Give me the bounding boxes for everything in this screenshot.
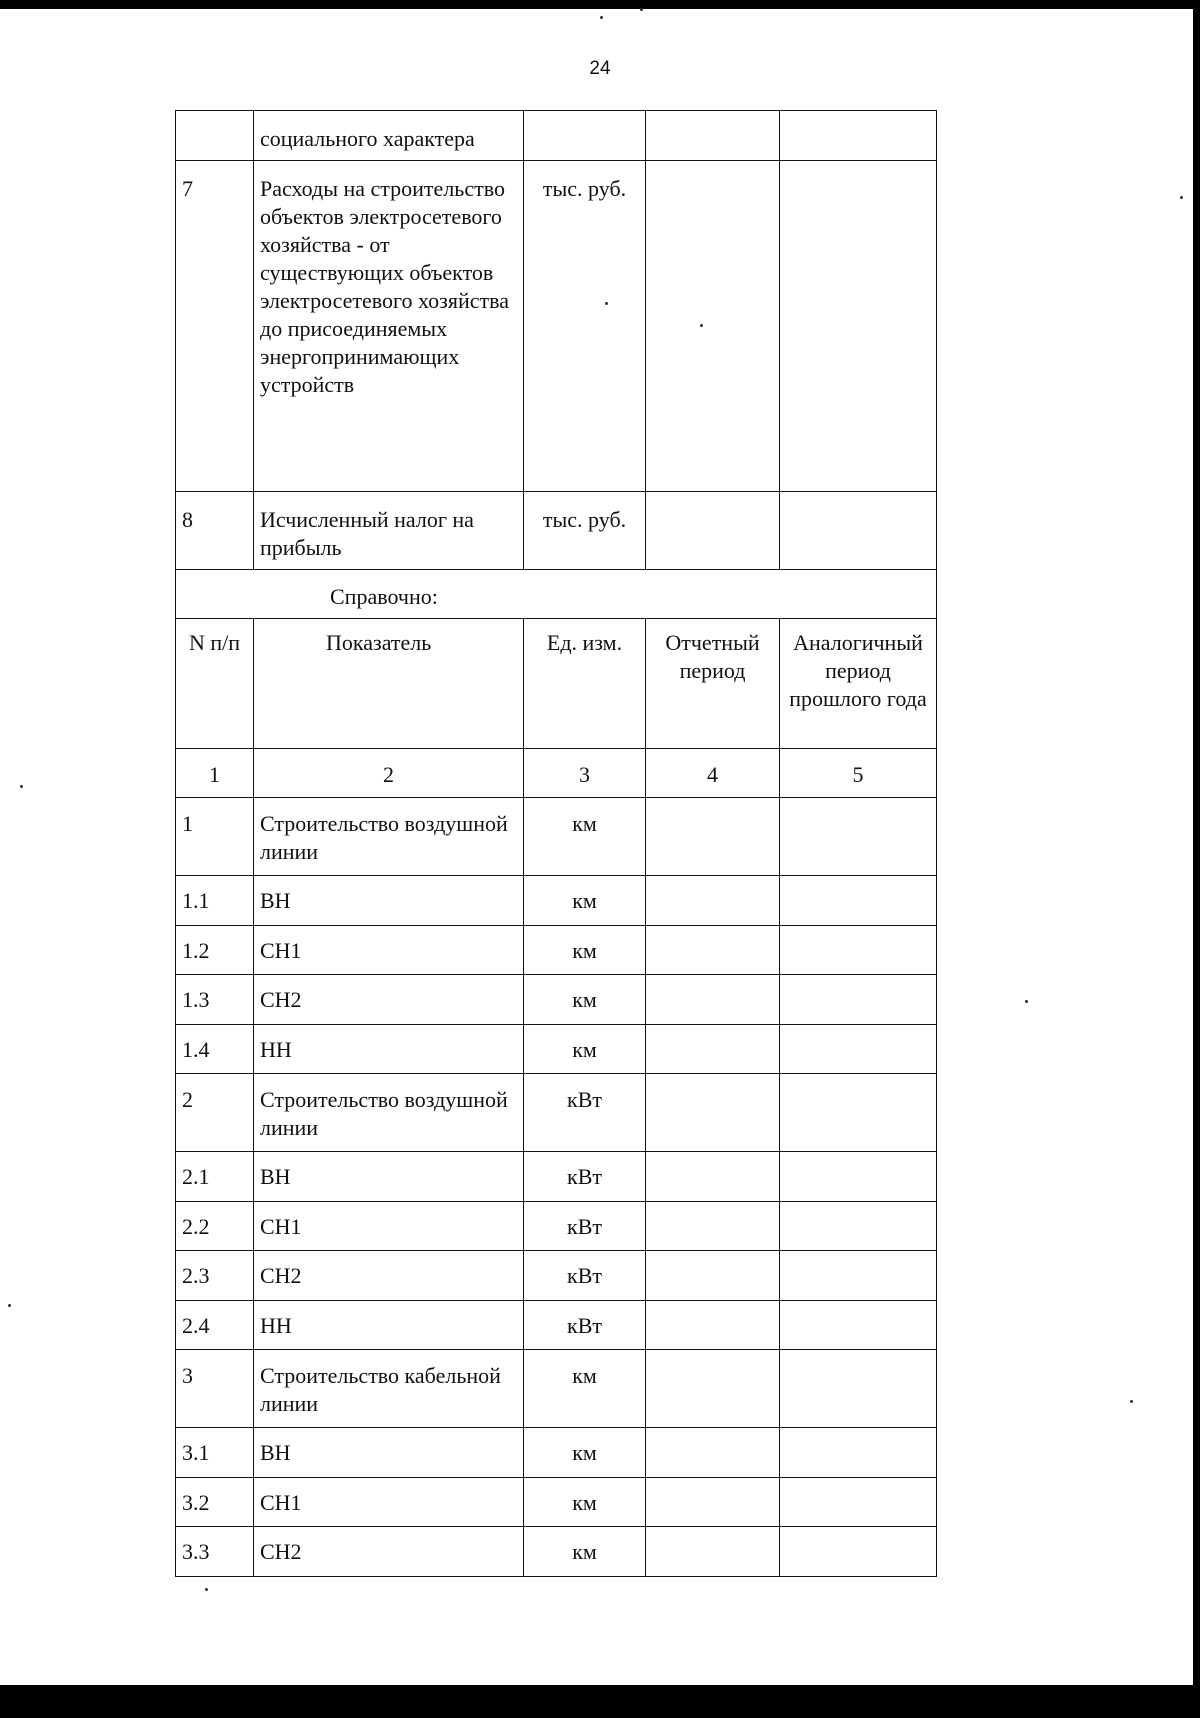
- unit-cell: тыс. руб.: [524, 161, 646, 492]
- row-number-cell: 3.3: [176, 1527, 254, 1577]
- scan-speck: [8, 1304, 11, 1307]
- header-unit: Ед. изм.: [524, 619, 646, 749]
- indicator-cell: ВН: [254, 1428, 524, 1478]
- indicator-cell: СН2: [254, 975, 524, 1025]
- unit-cell: кВт: [524, 1074, 646, 1152]
- unit-cell: кВт: [524, 1300, 646, 1350]
- reporting-period-cell: [646, 111, 780, 161]
- scan-speck: [20, 785, 23, 788]
- same-period-cell: [780, 925, 937, 975]
- reporting-period-cell: [646, 1300, 780, 1350]
- row-number-cell: 2.4: [176, 1300, 254, 1350]
- same-period-cell: [780, 1152, 937, 1202]
- reporting-period-cell: [646, 1152, 780, 1202]
- column-number: 2: [254, 749, 524, 798]
- column-number: 4: [646, 749, 780, 798]
- reporting-period-cell: [646, 1074, 780, 1152]
- reference-label: Справочно:: [330, 584, 438, 609]
- table-row: [176, 1201, 937, 1251]
- table-row: [176, 1251, 937, 1301]
- unit-cell: кВт: [524, 1201, 646, 1251]
- indicator-cell: Строительство кабельной линии: [254, 1350, 524, 1428]
- reference-cell: [176, 570, 937, 619]
- reporting-period-cell: [646, 1428, 780, 1478]
- indicator-cell: НН: [254, 1300, 524, 1350]
- table-row: [176, 925, 937, 975]
- same-period-cell: [780, 161, 937, 492]
- indicator-cell: НН: [254, 1024, 524, 1074]
- row-number-cell: 3.1: [176, 1428, 254, 1478]
- scan-speck: [640, 8, 643, 11]
- scan-speck: [700, 324, 703, 327]
- unit-cell: км: [524, 798, 646, 876]
- same-period-cell: [780, 1201, 937, 1251]
- row-number-cell: 1: [176, 798, 254, 876]
- unit-cell: кВт: [524, 1152, 646, 1202]
- indicator-cell: Расходы на строительство объектов электросетевого хозяйства - от существующих объектов электросетевого хозяйства до присоединяемых энергопринимающих устройств: [254, 161, 524, 492]
- unit-cell: км: [524, 1428, 646, 1478]
- indicators-table: [175, 110, 937, 1577]
- reference-row: [176, 570, 937, 619]
- table-row: [176, 1074, 937, 1152]
- indicator-cell: Исчисленный налог на прибыль: [254, 492, 524, 570]
- row-number-cell: 2.2: [176, 1201, 254, 1251]
- scan-border-right: [1193, 0, 1200, 1718]
- column-number: 3: [524, 749, 646, 798]
- indicator-cell: СН2: [254, 1251, 524, 1301]
- column-number: 1: [176, 749, 254, 798]
- table-header-row: [176, 619, 937, 749]
- row-number-cell: 2.1: [176, 1152, 254, 1202]
- indicator-cell: СН2: [254, 1527, 524, 1577]
- table-row: [176, 798, 937, 876]
- unit-cell: км: [524, 876, 646, 926]
- table-row: [176, 1428, 937, 1478]
- row-number-cell: 3.2: [176, 1477, 254, 1527]
- reporting-period-cell: [646, 876, 780, 926]
- indicator-cell: СН1: [254, 1477, 524, 1527]
- table-row: [176, 975, 937, 1025]
- unit-cell: тыс. руб.: [524, 492, 646, 570]
- same-period-cell: [780, 1350, 937, 1428]
- reporting-period-cell: [646, 1477, 780, 1527]
- same-period-cell: [780, 1024, 937, 1074]
- same-period-cell: [780, 876, 937, 926]
- table-row: [176, 1024, 937, 1074]
- indicator-cell: СН1: [254, 925, 524, 975]
- same-period-cell: [780, 798, 937, 876]
- reporting-period-cell: [646, 1251, 780, 1301]
- scan-speck: [1025, 1000, 1028, 1003]
- row-number-cell: 8: [176, 492, 254, 570]
- indicator-cell: Строительство воздушной линии: [254, 1074, 524, 1152]
- unit-cell: км: [524, 925, 646, 975]
- row-number-cell: 1.4: [176, 1024, 254, 1074]
- table-row: [176, 111, 937, 161]
- row-number-cell: 2: [176, 1074, 254, 1152]
- unit-cell: км: [524, 1527, 646, 1577]
- unit-cell: км: [524, 1024, 646, 1074]
- scan-speck: [600, 16, 603, 19]
- table-row: [176, 1300, 937, 1350]
- scan-speck: [205, 1588, 208, 1591]
- reporting-period-cell: [646, 161, 780, 492]
- same-period-cell: [780, 492, 937, 570]
- table-row: [176, 1527, 937, 1577]
- header-indicator-cell: [254, 619, 524, 749]
- reporting-period-cell: [646, 1350, 780, 1428]
- scan-speck: [1130, 1400, 1133, 1403]
- unit-cell: [524, 111, 646, 161]
- row-number-cell: [176, 111, 254, 161]
- table-row: [176, 1152, 937, 1202]
- reporting-period-cell: [646, 798, 780, 876]
- table-row: [176, 492, 937, 570]
- table-row: [176, 876, 937, 926]
- same-period-cell: [780, 1477, 937, 1527]
- same-period-cell: [780, 1428, 937, 1478]
- same-period-cell: [780, 1527, 937, 1577]
- unit-cell: кВт: [524, 1251, 646, 1301]
- scan-speck: [1180, 196, 1183, 199]
- column-number: 5: [780, 749, 937, 798]
- indicator-cell: Строительство воздушной линии: [254, 798, 524, 876]
- table-row: [176, 1350, 937, 1428]
- reporting-period-cell: [646, 1024, 780, 1074]
- same-period-cell: [780, 111, 937, 161]
- indicator-cell: ВН: [254, 1152, 524, 1202]
- reporting-period-cell: [646, 975, 780, 1025]
- table-row: [176, 1477, 937, 1527]
- row-number-cell: 1.1: [176, 876, 254, 926]
- unit-cell: км: [524, 1477, 646, 1527]
- scan-speck: [605, 302, 608, 305]
- same-period-cell: [780, 975, 937, 1025]
- header-indicator: Показатель: [326, 630, 432, 655]
- indicator-cell: социального характера: [254, 111, 524, 161]
- same-period-cell: [780, 1300, 937, 1350]
- same-period-cell: [780, 1251, 937, 1301]
- indicator-cell: ВН: [254, 876, 524, 926]
- reporting-period-cell: [646, 1201, 780, 1251]
- scan-border-top: [0, 0, 1200, 9]
- row-number-cell: 3: [176, 1350, 254, 1428]
- header-reporting-period: Отчетный период: [646, 619, 780, 749]
- indicator-cell: СН1: [254, 1201, 524, 1251]
- reporting-period-cell: [646, 1527, 780, 1577]
- row-number-cell: 1.2: [176, 925, 254, 975]
- page-number: 24: [589, 58, 611, 79]
- column-numbers-row: [176, 749, 937, 798]
- unit-cell: км: [524, 975, 646, 1025]
- scan-border-bottom: [0, 1685, 1200, 1718]
- reporting-period-cell: [646, 925, 780, 975]
- unit-cell: км: [524, 1350, 646, 1428]
- row-number-cell: 7: [176, 161, 254, 492]
- reporting-period-cell: [646, 492, 780, 570]
- header-same-period-last-year: Аналогичный период прошлого года: [780, 619, 937, 749]
- row-number-cell: 2.3: [176, 1251, 254, 1301]
- row-number-cell: 1.3: [176, 975, 254, 1025]
- table-row: [176, 161, 937, 492]
- header-number: N п/п: [176, 619, 254, 749]
- same-period-cell: [780, 1074, 937, 1152]
